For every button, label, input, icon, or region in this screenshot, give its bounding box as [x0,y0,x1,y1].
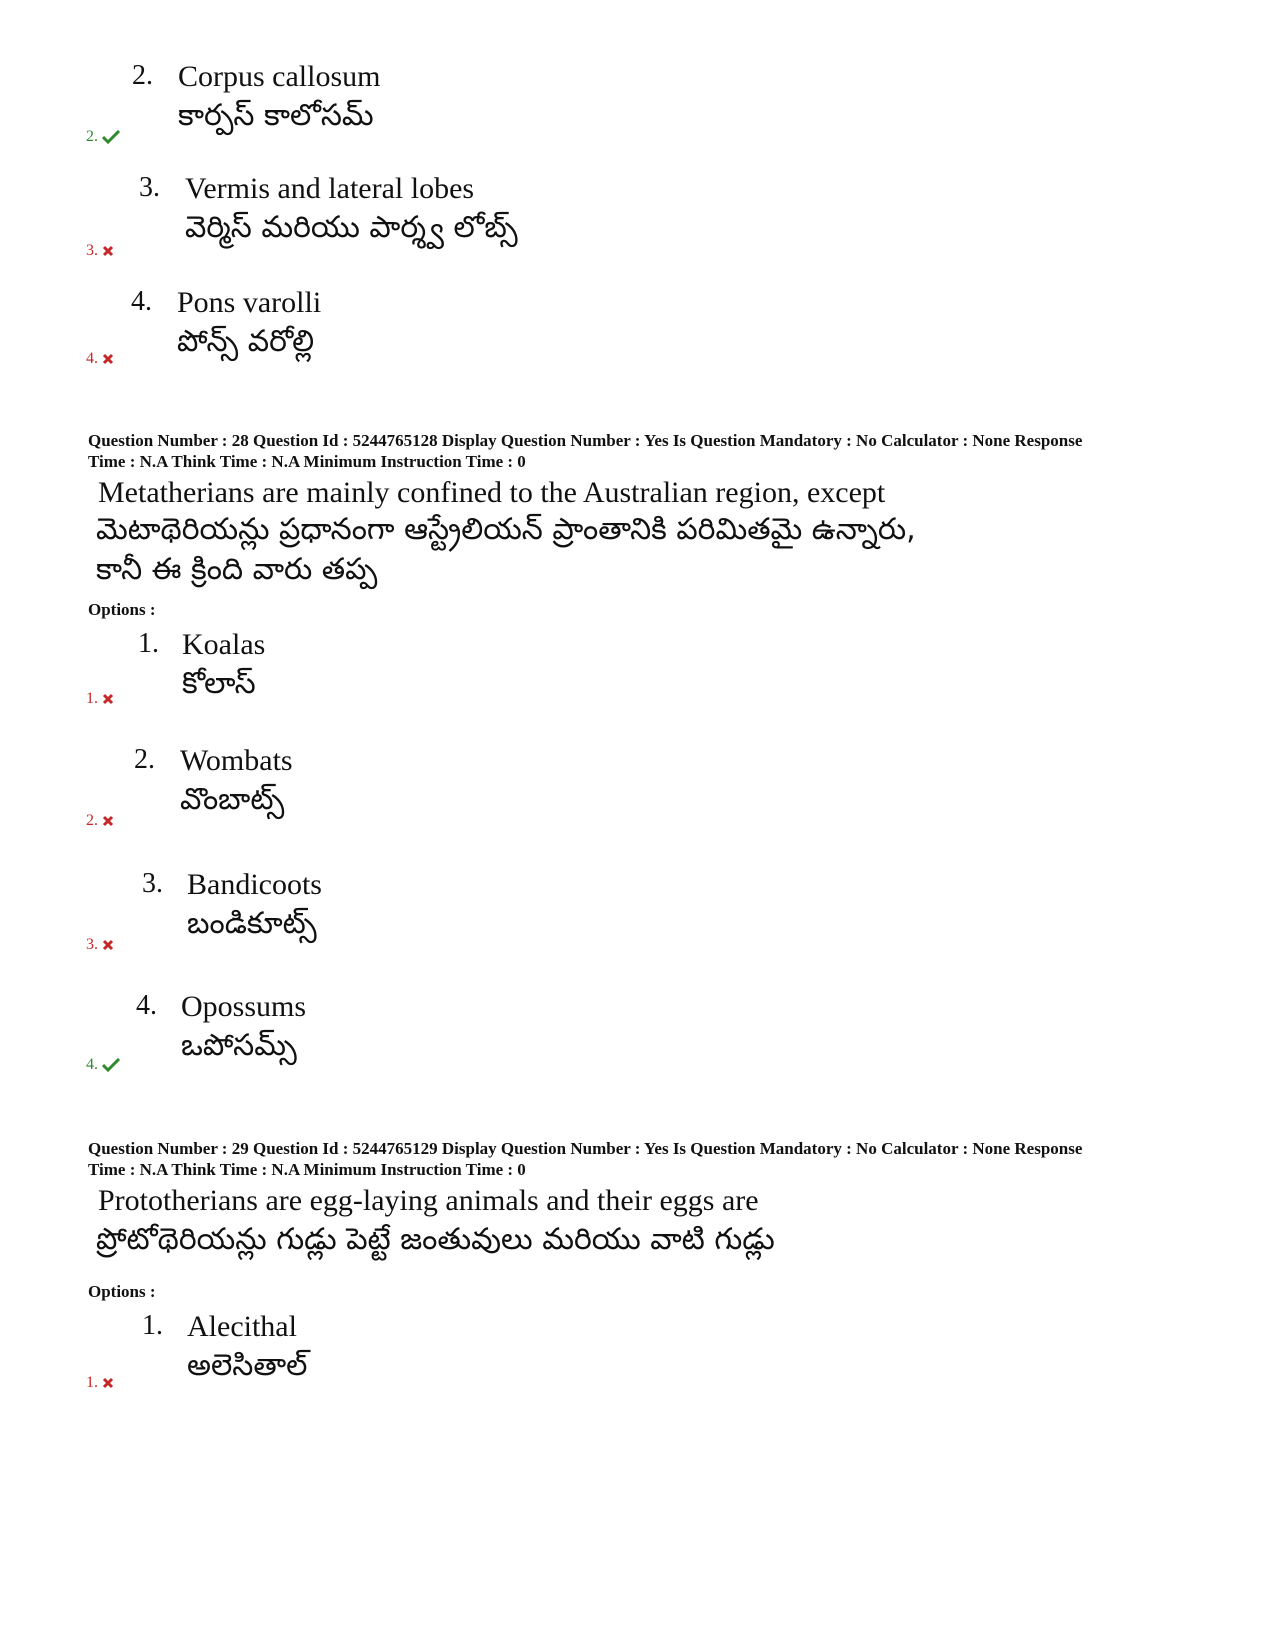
cross-icon [102,815,114,827]
option-text-te: వొంబాట్స్ [180,782,285,817]
q29-meta [88,1138,1198,1180]
answer-marker [86,936,114,954]
check-icon [102,130,120,144]
option-number: 3. [139,172,160,203]
option-text-te: ఒపోసమ్స్ [181,1028,297,1063]
option-number: 1. [138,628,159,659]
option-number: 3. [142,868,163,899]
meta-line-1: Question Number : 28 Question Id : 5244765128 Display Question Number : Yes Is Question Mandatory : No Calculator : None Response [88,431,1083,450]
option-text-en: Corpus callosum [178,60,381,93]
marker-label: 4. [86,350,98,367]
marker-label: 2. [86,812,98,829]
option-text-en: Vermis and lateral lobes [185,172,475,205]
option-text-te: పోన్స్ వరోల్లి [177,324,315,359]
q29-question-en: Prototherians are egg-laying animals and their eggs are [98,1184,759,1217]
cross-icon [102,693,114,705]
option-text-te: అలెసితాల్ [187,1348,308,1383]
q28-question-te-2: కానీ ఈ క్రింది వారు తప్ప [96,552,378,587]
q28-question-en: Metatherians are mainly confined to the Australian region, except [98,476,886,509]
option-text-en: Pons varolli [177,286,322,319]
q28-question-te-1: మెటాథెరియన్లు ప్రధానంగా ఆస్ట్రేలియన్ ప్రాంతానికి పరిమితమై ఉన్నారు, [96,512,916,547]
option-number: 1. [142,1310,163,1341]
answer-marker [86,812,114,830]
marker-label: 2. [86,128,98,145]
meta-line-2: Time : N.A Think Time : N.A Minimum Instruction Time : 0 [88,1160,526,1179]
option-text-en: Bandicoots [187,868,322,901]
cross-icon [102,1377,114,1389]
option-number: 4. [131,286,152,317]
marker-label: 3. [86,936,98,953]
option-text-en: Wombats [180,744,293,777]
answer-marker [86,1056,120,1074]
option-text-en: Koalas [182,628,266,661]
answer-marker [86,1374,114,1392]
check-icon [102,1058,120,1072]
option-text-te: వెర్మిస్ మరియు పార్శ్వ లోబ్స్ [185,210,518,245]
option-text-te: కార్పస్ కాలోసమ్ [178,98,374,133]
q28-meta [88,430,1198,472]
answer-marker [86,128,120,146]
option-text-en: Alecithal [187,1310,297,1343]
option-number: 2. [132,60,153,91]
meta-line-2: Time : N.A Think Time : N.A Minimum Instruction Time : 0 [88,452,526,471]
q29-question-te-1: ప్రోటోథెరియన్లు గుడ్లు పెట్టే జంతువులు మరియు వాటి గుడ్లు [96,1222,775,1257]
cross-icon [102,939,114,951]
marker-label: 3. [86,242,98,259]
cross-icon [102,353,114,365]
q29-options-label: Options : [88,1282,156,1301]
marker-label: 1. [86,690,98,707]
q28-options-label: Options : [88,600,156,619]
option-text-te: బండికూట్స్ [187,906,317,941]
meta-line-1: Question Number : 29 Question Id : 5244765129 Display Question Number : Yes Is Question Mandatory : No Calculator : None Response [88,1139,1083,1158]
option-text-en: Opossums [181,990,307,1023]
answer-marker [86,242,114,260]
answer-marker [86,350,114,368]
answer-marker [86,690,114,708]
option-number: 2. [134,744,155,775]
option-number: 4. [136,990,157,1021]
cross-icon [102,245,114,257]
marker-label: 4. [86,1056,98,1073]
marker-label: 1. [86,1374,98,1391]
option-text-te: కోలాస్ [182,666,256,701]
